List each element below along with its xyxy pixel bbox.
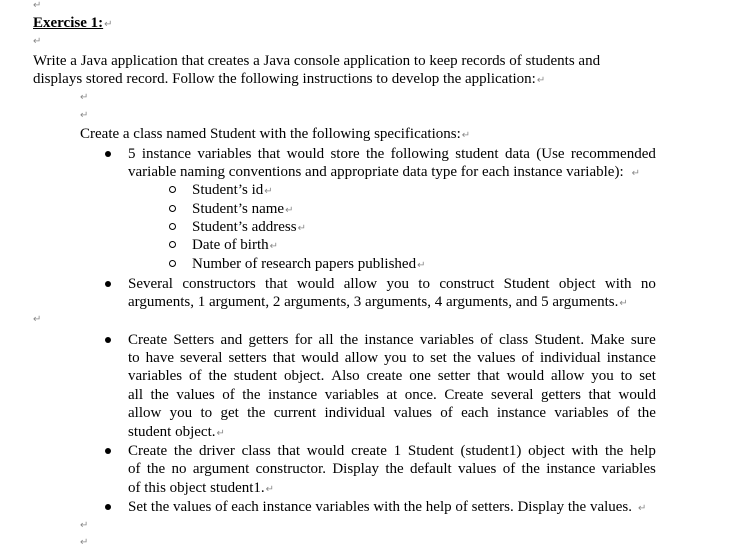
word: following: [390, 146, 449, 162]
exercise-title: [33, 14, 113, 34]
word: create: [366, 368, 403, 384]
word: student: [455, 146, 499, 162]
word: that: [588, 387, 611, 403]
paragraph-mark: ↵: [461, 130, 471, 141]
word: the: [150, 387, 169, 403]
word: constructors: [182, 276, 256, 292]
bullet4-line-3: [128, 479, 274, 499]
paragraph-mark: ↵: [33, 0, 42, 11]
word: the: [339, 332, 359, 348]
word: the: [604, 443, 624, 459]
word: set: [639, 368, 656, 384]
bullet2-line-1: [128, 275, 656, 293]
paragraph-mark: ↵: [619, 298, 628, 309]
word: variables: [419, 332, 474, 348]
word: the: [365, 146, 385, 162]
word: once.: [404, 387, 437, 403]
word: the: [637, 405, 656, 421]
paragraph-mark: ↵: [104, 19, 113, 30]
word: (Use: [536, 146, 565, 162]
paragraph-mark: ↵: [80, 537, 89, 548]
word: allow: [128, 405, 162, 421]
word: of: [440, 405, 453, 421]
bullet4-line-1: [128, 442, 656, 460]
word: Make: [590, 332, 625, 348]
circle-bullet-icon: [169, 205, 176, 212]
word: of: [521, 350, 534, 366]
sub-item: [192, 181, 273, 201]
paragraph-mark: ↵: [80, 520, 89, 531]
word: object: [558, 276, 596, 292]
word: class: [499, 332, 529, 348]
word: values: [458, 461, 497, 477]
word: Create: [444, 387, 484, 403]
word: several: [179, 350, 223, 366]
bullet-icon: [105, 151, 111, 157]
word: driver: [199, 443, 235, 459]
word: that: [277, 443, 301, 459]
bullet-icon: [105, 504, 111, 510]
paragraph-mark: ↵: [638, 503, 647, 514]
bullet4-line-2: [128, 460, 656, 478]
word: instance: [268, 387, 318, 403]
word: all: [318, 332, 334, 348]
word: the: [242, 387, 261, 403]
word: the: [173, 443, 193, 459]
word: object: [528, 443, 565, 459]
word: constructor.: [255, 461, 326, 477]
word: default: [410, 461, 452, 477]
word: setters: [228, 350, 267, 366]
intro-line-2-text: displays stored record. Follow the following instructions to develop the application:: [33, 71, 536, 87]
exercise-title-text: Exercise 1:: [33, 15, 104, 31]
paragraph-mark: ↵: [297, 223, 306, 234]
bullet3-line-1: [128, 331, 656, 349]
word: values: [393, 405, 432, 421]
bullet3-line-3: [128, 367, 656, 385]
word: (student1): [460, 443, 522, 459]
paragraph-mark: ↵: [285, 205, 294, 216]
word: instance: [141, 146, 191, 162]
word: to: [418, 276, 430, 292]
word: help: [630, 443, 656, 459]
intro-line-2: [33, 70, 545, 90]
word: no: [171, 461, 187, 477]
word: of: [480, 332, 493, 348]
word: Student: [503, 276, 550, 292]
circle-bullet-icon: [169, 223, 176, 230]
word: to: [412, 350, 425, 366]
intro-line-1: Write a Java application that creates a Java console application to keep records of students and: [33, 53, 601, 69]
word: class: [241, 443, 271, 459]
paragraph-mark: ↵: [80, 92, 89, 103]
word: you: [384, 350, 407, 366]
word: the: [385, 461, 404, 477]
word: the: [452, 350, 472, 366]
class-heading-text: Create a class named Student with the following specifications:: [80, 126, 461, 142]
word: individual: [324, 405, 386, 421]
bullet1-line-2-text: variable naming conventions and appropriate data type for each instance variable):: [128, 164, 624, 180]
word: for: [294, 332, 313, 348]
word: you: [169, 405, 193, 421]
word: argument: [192, 461, 250, 477]
word: with: [604, 276, 632, 292]
word: have: [145, 350, 174, 366]
word: data: [504, 146, 530, 162]
word: Student.: [534, 332, 585, 348]
paragraph-mark: ↵: [269, 241, 279, 252]
paragraph-mark: ↵: [536, 75, 546, 86]
word: construct: [439, 276, 495, 292]
word: would: [301, 350, 339, 366]
bullet2-line-2: [128, 293, 628, 313]
word: getters: [248, 332, 289, 348]
circle-bullet-icon: [169, 260, 176, 267]
bullet3-line-6-text: student object.: [128, 424, 216, 440]
paragraph-mark: ↵: [216, 428, 225, 439]
word: the: [521, 461, 540, 477]
word: to: [620, 368, 633, 384]
word: the: [247, 405, 266, 421]
bullet1-line-2: [128, 163, 640, 183]
word: to: [128, 350, 140, 366]
word: Several: [128, 276, 173, 292]
word: recommended: [570, 146, 656, 162]
bullet2-line-2-text: arguments, 1 argument, 2 arguments, 3 arguments, 4 arguments, and 5 arguments.: [128, 294, 619, 310]
word: variables: [554, 405, 609, 421]
word: Student: [407, 443, 454, 459]
word: at: [386, 387, 398, 403]
word: values: [477, 350, 516, 366]
word: would: [618, 387, 656, 403]
word: instance: [496, 405, 547, 421]
bullet-icon: [105, 337, 111, 343]
word: 1: [393, 443, 402, 459]
word: of: [189, 368, 202, 384]
sub-item: [192, 255, 425, 275]
word: instance: [546, 461, 596, 477]
word: and: [220, 332, 243, 348]
word: allow: [343, 276, 378, 292]
word: instance: [606, 350, 656, 366]
word: variables: [128, 368, 183, 384]
bullet3-line-4: [128, 386, 656, 404]
paragraph-mark: ↵: [417, 260, 426, 271]
word: Create: [128, 332, 168, 348]
word: that: [272, 350, 296, 366]
word: setter: [437, 368, 471, 384]
sub-item-text: Student’s address: [192, 219, 297, 235]
word: variables: [197, 146, 252, 162]
word: of: [222, 387, 235, 403]
paragraph-mark: ↵: [80, 110, 89, 121]
word: Also: [331, 368, 360, 384]
word: get: [220, 405, 239, 421]
bullet5-line-1: [128, 498, 646, 518]
bullet3-line-6: [128, 423, 225, 443]
word: getters: [540, 387, 581, 403]
word: that: [265, 276, 288, 292]
sub-item-text: Student’s name: [192, 201, 285, 217]
word: variables: [601, 461, 656, 477]
word: set: [430, 350, 447, 366]
bullet4-line-3-text: of this object student1.: [128, 480, 265, 496]
word: with: [571, 443, 599, 459]
bullet3-line-2: [128, 349, 656, 367]
sub-item-text: Student’s id: [192, 182, 264, 198]
paragraph-mark: ↵: [33, 314, 42, 325]
bullet-icon: [105, 281, 111, 287]
word: you: [591, 368, 614, 384]
word: several: [490, 387, 534, 403]
sub-item-text: Number of research papers published: [192, 256, 417, 272]
word: Display: [332, 461, 379, 477]
bullet1-line-1: [128, 145, 656, 163]
word: current: [273, 405, 317, 421]
word: that: [257, 146, 281, 162]
word: would: [286, 146, 325, 162]
word: 5: [128, 146, 136, 162]
paragraph-mark: ↵: [264, 186, 273, 197]
sub-item: [192, 236, 278, 256]
word: allow: [344, 350, 379, 366]
word: of: [502, 461, 516, 477]
word: each: [461, 405, 489, 421]
word: would: [506, 368, 545, 384]
word: object.: [283, 368, 325, 384]
word: student: [233, 368, 278, 384]
sub-item: [192, 200, 293, 220]
word: instance: [364, 332, 414, 348]
word: create: [351, 443, 387, 459]
word: would: [306, 443, 345, 459]
paragraph-mark: ↵: [265, 484, 275, 495]
word: all: [128, 387, 143, 403]
word: variables: [324, 387, 379, 403]
word: sure: [630, 332, 656, 348]
sub-item: [192, 218, 306, 238]
word: Create: [128, 443, 168, 459]
word: of: [128, 461, 141, 477]
word: values: [176, 387, 215, 403]
word: individual: [539, 350, 601, 366]
paragraph-mark: ↵: [631, 168, 641, 179]
class-heading: [80, 125, 470, 145]
word: Setters: [173, 332, 215, 348]
word: no: [640, 276, 656, 292]
paragraph-mark: ↵: [33, 36, 42, 47]
word: one: [409, 368, 431, 384]
word: the: [208, 368, 227, 384]
word: would: [296, 276, 335, 292]
word: of: [616, 405, 630, 421]
word: to: [200, 405, 213, 421]
circle-bullet-icon: [169, 241, 176, 248]
word: store: [330, 146, 360, 162]
word: that: [477, 368, 500, 384]
word: allow: [550, 368, 585, 384]
bullet-icon: [105, 448, 111, 454]
bullet5-line-1-text: Set the values of each instance variables with the help of setters. Display the values.: [128, 499, 633, 515]
word: you: [386, 276, 409, 292]
word: the: [146, 461, 166, 477]
sub-item-text: Date of birth: [192, 237, 269, 253]
circle-bullet-icon: [169, 186, 176, 193]
bullet3-line-5: [128, 404, 656, 422]
